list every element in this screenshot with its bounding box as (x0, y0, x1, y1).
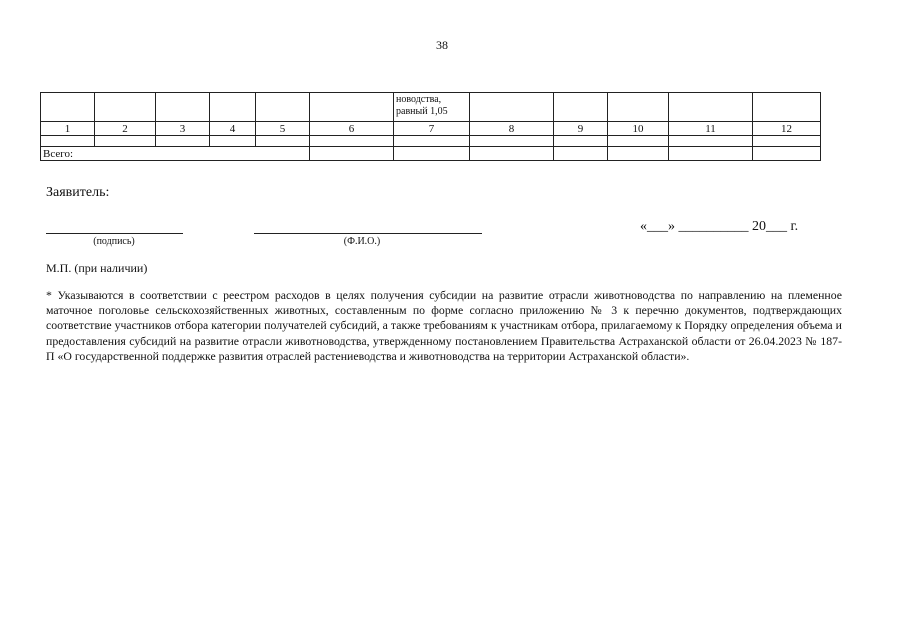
table-cell (470, 93, 554, 122)
table-cell (394, 93, 470, 122)
table-total-row (41, 147, 821, 161)
applicant-label: Заявитель: (46, 185, 110, 200)
signature-caption: (подпись) (93, 236, 135, 247)
column-number: 12 (753, 122, 821, 136)
table-cell (41, 93, 95, 122)
table-cell (156, 136, 210, 147)
table-cell (95, 136, 156, 147)
column-number: 7 (394, 122, 470, 136)
table-cell (669, 93, 753, 122)
table-cell (554, 136, 608, 147)
table-cell (470, 136, 554, 147)
total-label: Всего: (41, 147, 310, 161)
table-cell (554, 147, 608, 161)
table-cell (41, 136, 95, 147)
table-cell (753, 136, 821, 147)
column-number: 8 (470, 122, 554, 136)
name-caption: (Ф.И.О.) (343, 236, 381, 247)
table-cell (394, 147, 470, 161)
subsidy-table (40, 92, 821, 161)
column-number: 5 (256, 122, 310, 136)
column-number: 4 (210, 122, 256, 136)
column-number: 10 (608, 122, 669, 136)
table-cell (669, 136, 753, 147)
table-cell (310, 147, 394, 161)
table-cell (156, 93, 210, 122)
table-blank-row (41, 136, 821, 147)
table-cell (210, 93, 256, 122)
table-cell (669, 147, 753, 161)
column-number: 2 (95, 122, 156, 136)
table-cell (310, 93, 394, 122)
table-cell (310, 136, 394, 147)
column-number: 6 (310, 122, 394, 136)
table-cell (95, 93, 156, 122)
table-cell (210, 136, 256, 147)
footnote: * Указываются в соответствии с реестром расходов в целях получения субсидии на развитие отрасли животноводства по направлению на племенное маточное поголовье сельскохозяйственных животных, составленным по форме согласно приложению № 3 к перечню документов, подтверждающих соответствие участников отбора категории получателей субсидий, а также требованиям к участникам отбора, прилагаемому к Порядку определения объема и предоставления субсидий на развитие отрасли животноводства, утвержденному постановлением Правительства Астраханской области от 26.04.2023 № 187-П «О государственной поддержке развития отраслей растениеводства и животноводства на территории Астраханской области». (46, 288, 842, 363)
column-number-row (41, 122, 821, 136)
table-cell (394, 136, 470, 147)
column-number: 11 (669, 122, 753, 136)
table-cell (753, 93, 821, 122)
table-cell (470, 147, 554, 161)
header-cell-7-text: новодства, равный 1,05 (396, 94, 448, 117)
column-number: 9 (554, 122, 608, 136)
stamp-note: М.П. (при наличии) (46, 261, 148, 275)
table-cell (608, 136, 669, 147)
name-line (254, 233, 482, 234)
table-cell (753, 147, 821, 161)
table-cell (608, 93, 669, 122)
table-cell (554, 93, 608, 122)
page-number: 38 (436, 38, 448, 52)
column-number: 1 (41, 122, 95, 136)
date-field: «___» __________ 20___ г. (640, 219, 799, 234)
table-cell (256, 136, 310, 147)
table-cell (608, 147, 669, 161)
column-number: 3 (156, 122, 210, 136)
table-cell (256, 93, 310, 122)
table-header-row (41, 93, 821, 122)
signature-line (46, 233, 183, 234)
